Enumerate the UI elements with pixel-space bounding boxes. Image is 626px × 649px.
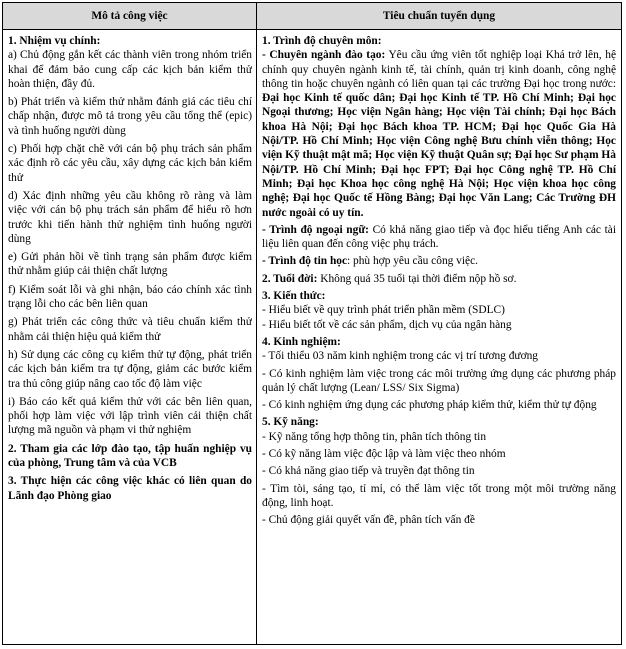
- training-heading: 2. Tham gia các lớp đào tạo, tập huấn nghiệp vụ của phòng, Trung tâm và của VCB: [8, 442, 252, 470]
- header-job-description: Mô tả công việc: [91, 10, 168, 22]
- duty-item: h) Sử dụng các công cụ kiểm thử tự động, phát triển các kịch bản kiểm tra tự động, giảm các bước kiểm tra thủ công giúp nâng cao tốc độ làm việc: [8, 348, 252, 390]
- skill-item: - Chủ động giải quyết vấn đề, phân tích vấn đề: [262, 514, 475, 527]
- experience-item: - Có kinh nghiệm ứng dụng các phương pháp kiểm thử, kiểm thử tự động: [262, 399, 597, 412]
- experience-item: - Tối thiểu 03 năm kinh nghiệm trong các vị trí tương đương: [262, 350, 539, 363]
- duty-item: d) Xác định những yêu cầu không rõ ràng và làm việc với cán bộ phụ trách sản phẩm để hiểu rõ hơn trước khi tiến hành thử nghiệm tình huống người dùng: [8, 189, 252, 245]
- requirements-column: [262, 34, 616, 644]
- it-label: - Trình độ tin học: [262, 255, 348, 268]
- duty-item: i) Báo cáo kết quả kiểm thử với các bên liên quan, phối hợp làm việc với lập trình viên cải thiện chất lượng mã nguồn và phạm vi thử nghiệm: [8, 395, 252, 437]
- age-requirement: [262, 272, 616, 286]
- knowledge-item: - Hiểu biết tốt về các sản phẩm, dịch vụ của ngân hàng: [262, 318, 512, 331]
- language-text: Có khả năng giao tiếp và đọc hiểu tiếng Anh các tài liệu liên quan đến công việc phụ trách.: [262, 223, 616, 251]
- header-requirements: Tiêu chuẩn tuyển dụng: [382, 10, 496, 22]
- skill-item: - Có khả năng giao tiếp và truyền đạt thông tin: [262, 465, 475, 478]
- age-label: 2. Tuổi đời:: [262, 272, 318, 285]
- major-label: - Chuyên ngành đào tạo:: [262, 49, 386, 62]
- skill-item: - Kỹ năng tổng hợp thông tin, phân tích thông tin: [262, 430, 487, 443]
- major-text: Yêu cầu ứng viên tốt nghiệp loại Khá trở lên, hệ chính quy chuyên ngành kinh tế, tài chính, quản trị kinh doanh, công nghệ thông tin hoặc chuyên ngành có liên quan tại các trường Đại học trong nước:: [262, 49, 616, 90]
- skills-heading: 5. Kỹ năng:: [262, 416, 319, 429]
- age-text: Không quá 35 tuổi tại thời điểm nộp hồ sơ.: [317, 272, 517, 285]
- university-list: Đại học Kinh tế quốc dân; Đại học Kinh tế TP. Hồ Chí Minh; Đại học Ngoại thương; Học viện Ngân hàng; Học viện Tài chính; Đại học Bách khoa Hà Nội; Đại học Bách khoa TP. HCM; Đại học Quốc Gia Hà Nội/TP. Hồ Chí Minh; Học viện Công nghệ Bưu chính viễn thông; Học viện Kỹ thuật mật mã; Học viện Kỹ thuật Quân sự; Đại học Sư phạm Hà Nội/TP. Hồ Chí Minh; Đại học FPT; Đại học Công nghệ TP. Hồ Chí Minh; Đại học Khoa học công nghệ Hà Nội; Học viện khoa học công nghệ; Đại học Quốc tế Hồng Bàng; Đại học Văn Lang; Các Trường ĐH nước ngoài có uy tín.: [262, 92, 616, 219]
- duty-item: b) Phát triển và kiểm thử nhằm đánh giá các tiêu chí chấp nhận, được mô tả trong yêu cầu tổng thể (epic) và tình huống người dùng: [8, 96, 252, 137]
- job-table: [2, 2, 622, 645]
- qualification-heading: 1. Trình độ chuyên môn:: [262, 35, 382, 47]
- major-requirement: [262, 48, 616, 220]
- duty-item: e) Gửi phản hồi về tình trạng sản phẩm được kiểm thử nhằm giúp cải thiện chất lượng: [8, 251, 252, 278]
- language-label: - Trình độ ngoại ngữ:: [262, 223, 369, 236]
- skill-item: - Có kỹ năng làm việc độc lập và làm việc theo nhóm: [262, 448, 506, 461]
- duty-item: f) Kiểm soát lỗi và ghi nhận, báo cáo chính xác tình trạng lỗi cho các bên liên quan: [8, 283, 252, 311]
- experience-heading: 4. Kinh nghiệm:: [262, 335, 341, 348]
- it-text: : phù hợp yêu cầu công việc.: [347, 255, 478, 268]
- knowledge-heading: 3. Kiến thức:: [262, 290, 326, 303]
- experience-item: - Có kinh nghiệm làm việc trong các môi trường ứng dụng các phương pháp quản lý chất lượng (Lean/ LSS/ Six Sigma): [262, 367, 616, 394]
- other-tasks-heading: 3. Thực hiện các công việc khác có liên quan do Lãnh đạo Phòng giao: [8, 475, 252, 502]
- column-divider: [256, 3, 257, 644]
- duties-heading: 1. Nhiệm vụ chính:: [8, 35, 101, 47]
- job-description-column: [8, 34, 252, 644]
- skill-item: - Tìm tòi, sáng tạo, tỉ mỉ, có thể làm việc tốt trong một môi trường năng động, linh hoạt.: [262, 482, 616, 509]
- knowledge-item: - Hiểu biết về quy trình phát triển phần mềm (SDLC): [262, 304, 505, 317]
- duty-item: g) Phát triển các công thức và tiêu chuẩn kiểm thử nhằm cải thiện hiệu quả kiểm thử: [8, 316, 252, 343]
- table-header: [3, 3, 621, 30]
- duty-item: a) Chủ động gắn kết các thành viên trong nhóm triển khai để đảm bảo cung cấp các kịch bản kiểm thử hoàn thiện, đầy đủ.: [8, 49, 252, 90]
- it-requirement: [262, 254, 616, 268]
- duty-item: c) Phối hợp chặt chẽ với cán bộ phụ trách sản phẩm xác định rõ các yêu cầu, xây dựng các kịch bản kiểm thử: [8, 143, 252, 184]
- language-requirement: [262, 223, 616, 252]
